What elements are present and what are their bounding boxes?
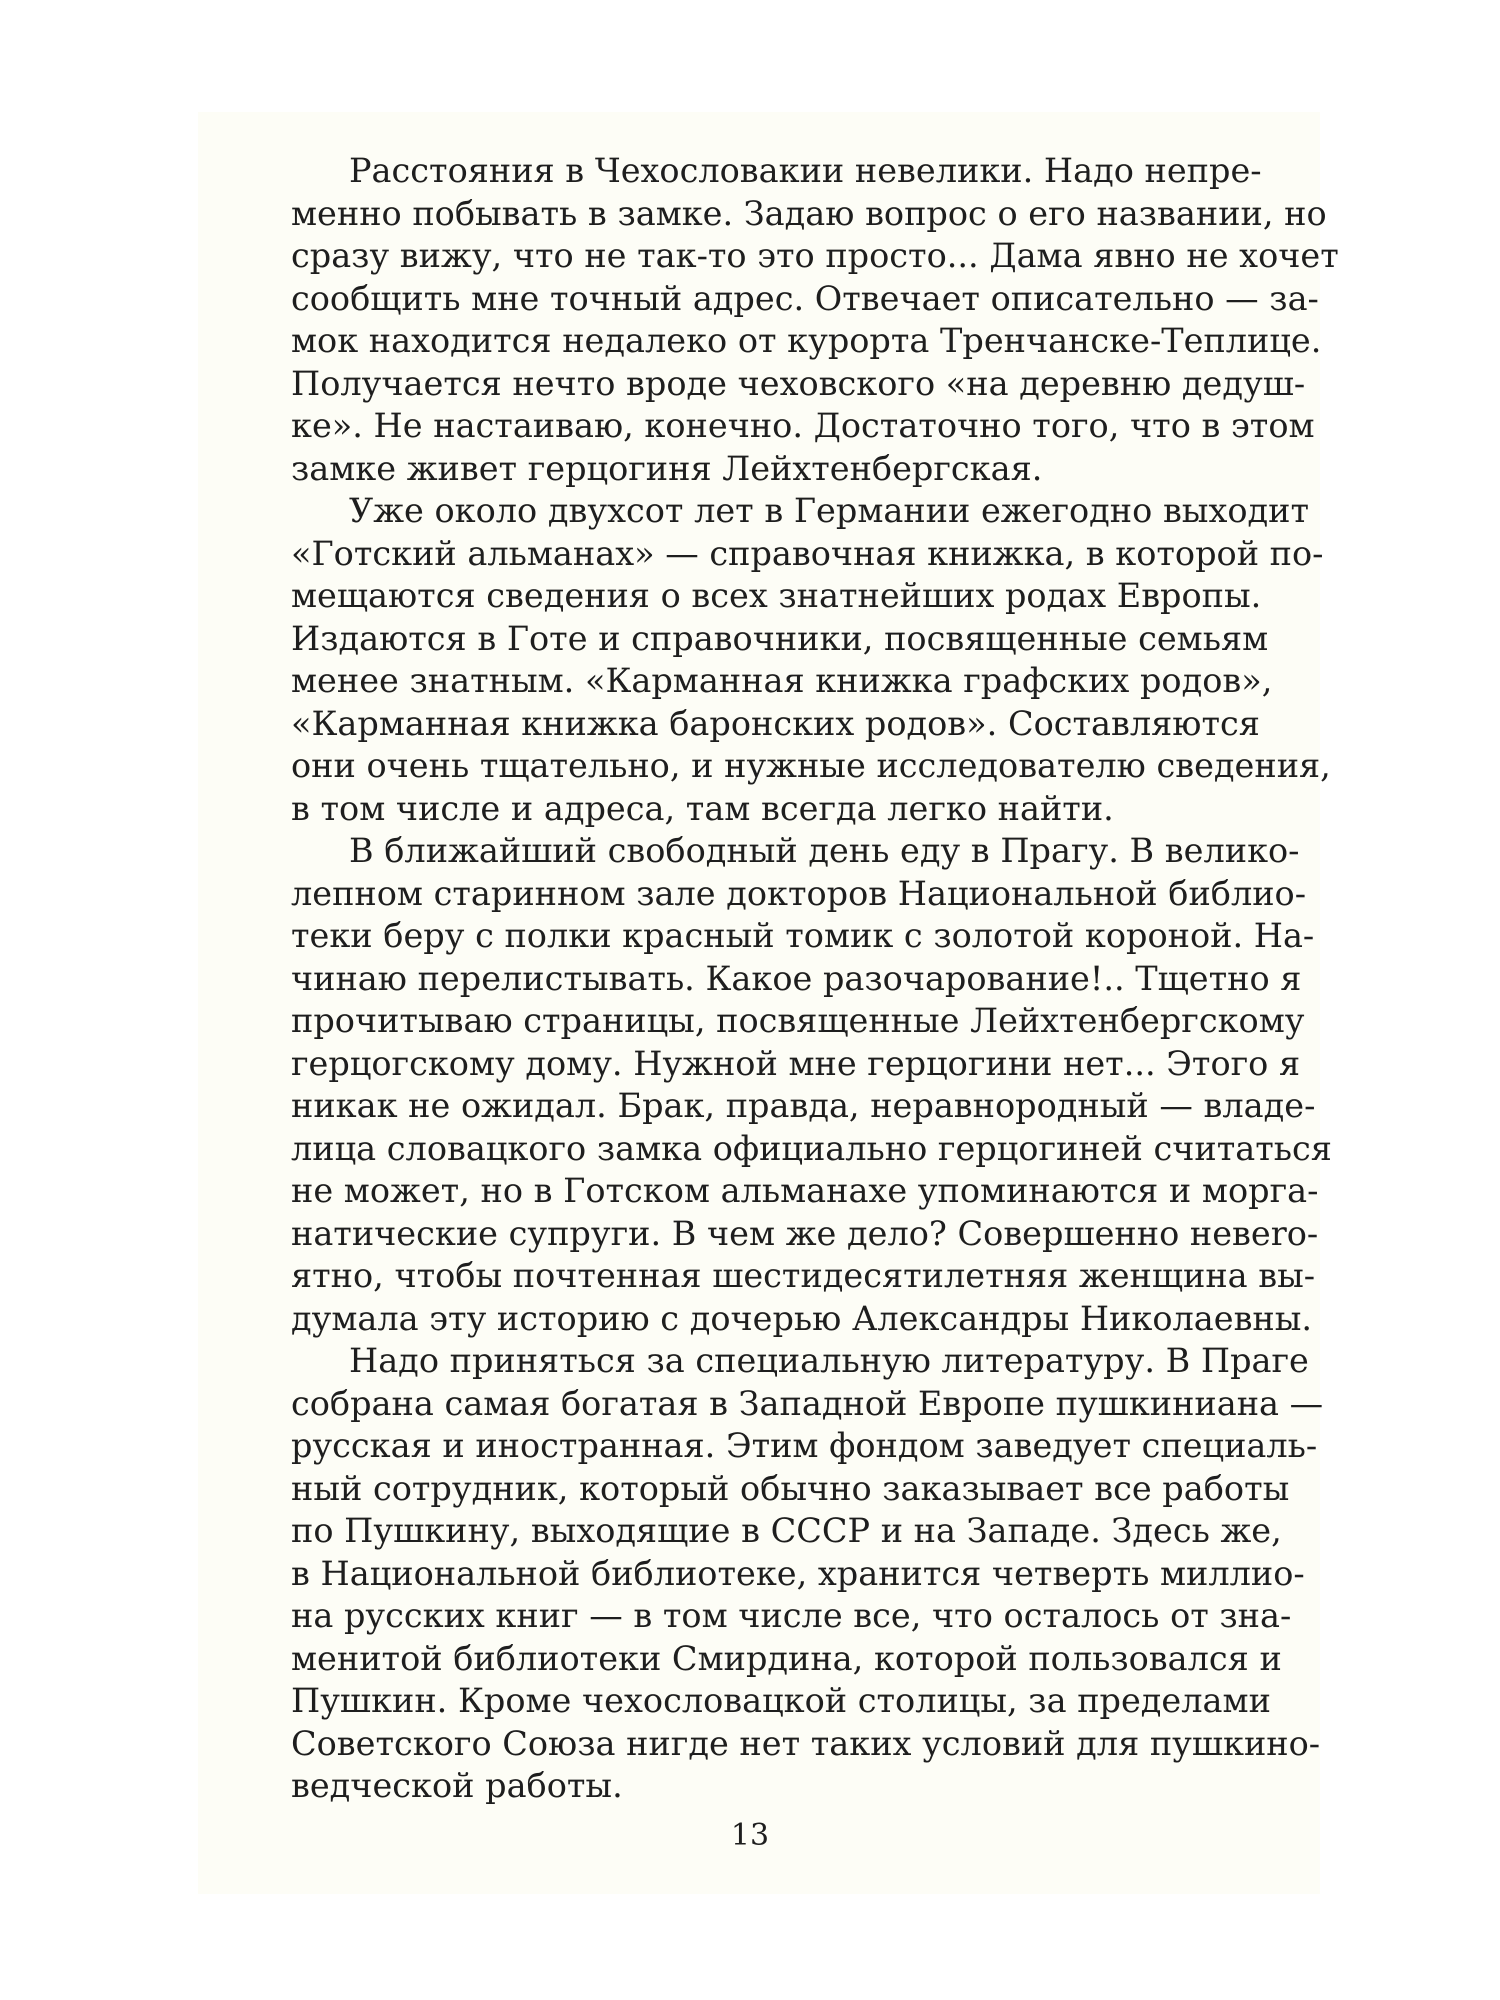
text-line: Расстояния в Чехословакии невелики. Надо непре- [349, 151, 1262, 190]
text-line: ятно, чтобы почтенная шестидесятилетняя женщина вы- [291, 1256, 1316, 1295]
text-line: менее знатным. «Карманная книжка графских родов», [291, 661, 1273, 700]
text-line: В ближайший свободный день еду в Прагу. В велико- [349, 831, 1300, 870]
text-line: никак не ожидал. Брак, правда, неравнородный — владе- [291, 1086, 1316, 1125]
text-line: герцогскому дому. Нужной мне герцогини нет... Этого я [291, 1043, 1301, 1083]
text-line: в том числе и адреса, там всегда легко найти. [291, 788, 1114, 828]
text-line: прочитываю страницы, посвященные Лейхтенбергскому [291, 1001, 1305, 1040]
text-line: ный сотрудник, который обычно заказывает все работы [291, 1468, 1290, 1508]
text-line: натические супруги. В чем же дело? Совершенно невero- [291, 1213, 1319, 1253]
paragraph-3 [291, 830, 1332, 1340]
text-line: сразу вижу, что не так-то это просто... Дама явно не хочет [291, 236, 1339, 275]
text-line: ведческой работы. [291, 1766, 623, 1805]
paragraph-4 [291, 1340, 1324, 1808]
text-line: думала эту историю с дочерью Александры Николаевны. [291, 1298, 1313, 1338]
text-line: «Карманная книжка баронских родов». Составляются [291, 703, 1260, 743]
text-line: Советского Союза нигде нет таких условий для пушкино- [291, 1723, 1321, 1763]
page-number: 13 [730, 1818, 770, 1853]
text-line: по Пушкину, выходящие в СССР и на Западе. Здесь же, [291, 1511, 1282, 1550]
text-line: теки беру с полки красный томик с золотой короной. На- [291, 916, 1315, 955]
text-line: сообщить мне точный адрес. Отвечает описательно — за- [291, 278, 1319, 318]
text-line: русская и иностранная. Этим фондом заведует специаль- [291, 1426, 1318, 1465]
text-line: «Готский альманах» — справочная книжка, в которой по- [291, 533, 1324, 573]
text-line: мок находится недалеко от курорта Тренчанске-Теплице. [291, 321, 1322, 360]
text-line: лепном старинном зале докторов Национальной библио- [291, 873, 1307, 913]
text-line: не может, но в Готском альманахе упоминаются и морга- [291, 1171, 1319, 1210]
text-line: в Национальной библиотеке, хранится четверть миллио- [291, 1553, 1305, 1593]
text-line: собрана самая богатая в Западной Европе пушкиниана — [291, 1383, 1324, 1423]
text-line: чинаю перелистывать. Какое разочарование!.. Тщетно я [291, 958, 1302, 998]
text-line: Получается нечто вроде чеховского «на деревню дедуш- [291, 363, 1306, 403]
text-line: замке живет герцогиня Лейхтенбергская. [291, 448, 1043, 488]
text-line: Надо приняться за специальную литературу. В Праге [349, 1341, 1309, 1380]
text-line: менно побывать в замке. Задаю вопрос о его названии, но [291, 193, 1327, 233]
paragraph-1 [291, 150, 1339, 490]
text-line: они очень тщательно, и нужные исследователю сведения, [291, 746, 1331, 785]
text-line: менитой библиотеки Смирдина, которой пользовался и [291, 1638, 1282, 1678]
paragraph-2 [291, 490, 1331, 830]
text-line: Издаются в Готе и справочники, посвященные семьям [291, 618, 1269, 658]
text-line: на русских книг — в том числе все, что осталось от зна- [291, 1596, 1292, 1635]
text-line: мещаются сведения о всех знатнейших родах Европы. [291, 576, 1262, 615]
text-line: лица словацкого замка официально герцогиней считаться [291, 1128, 1332, 1168]
text-body [291, 150, 1339, 1808]
text-line: ке». Не настаиваю, конечно. Достаточно того, что в этом [291, 406, 1315, 445]
text-line: Пушкин. Кроме чехословацкой столицы, за пределами [291, 1681, 1271, 1720]
text-line: Уже около двухсот лет в Германии ежегодно выходит [349, 491, 1310, 530]
